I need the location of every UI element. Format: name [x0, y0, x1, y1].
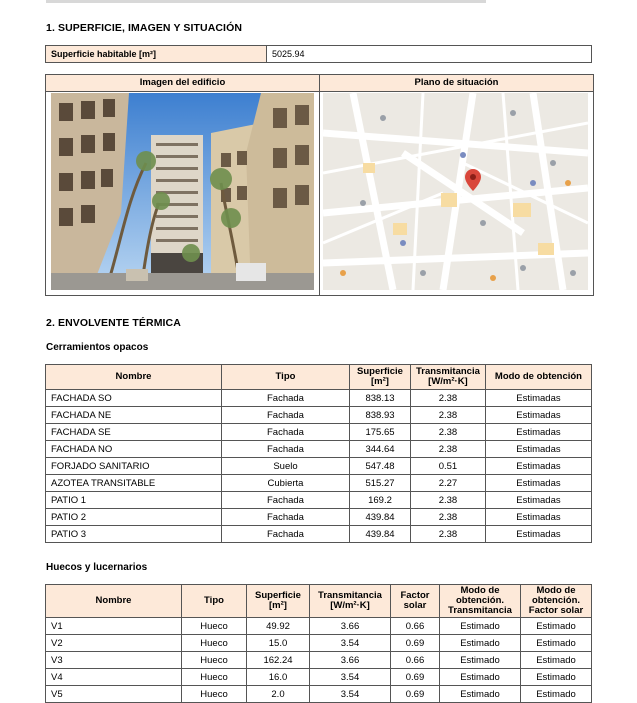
cell-factor-solar: 0.66 — [391, 652, 440, 669]
cell-nombre: AZOTEA TRANSITABLE — [46, 475, 222, 492]
building-image-label: Imagen del edificio — [46, 75, 319, 92]
cell-transmitancia: 2.38 — [411, 492, 486, 509]
cell-superficie: 169.2 — [350, 492, 411, 509]
map-image-label: Plano de situación — [320, 75, 593, 92]
cell-tipo: Hueco — [182, 652, 247, 669]
header-transmitancia: Transmitancia [W/m²·K] — [310, 585, 391, 618]
cell-nombre: FACHADA NE — [46, 407, 222, 424]
cell-factor-solar: 0.66 — [391, 618, 440, 635]
header-tipo: Tipo — [222, 365, 350, 390]
cell-modo-factor: Estimado — [521, 652, 592, 669]
cell-tipo: Fachada — [222, 509, 350, 526]
page-top-rule — [46, 0, 486, 3]
cell-tipo: Hueco — [182, 669, 247, 686]
cell-modo: Estimadas — [485, 492, 591, 509]
cell-nombre: FACHADA NO — [46, 441, 222, 458]
cell-superficie: 175.65 — [350, 424, 411, 441]
table-row — [46, 475, 592, 492]
table-row — [46, 669, 592, 686]
cell-nombre: FACHADA SO — [46, 390, 222, 407]
cell-superficie: 547.48 — [350, 458, 411, 475]
cell-tipo: Cubierta — [222, 475, 350, 492]
cell-factor-solar: 0.69 — [391, 635, 440, 652]
cell-modo: Estimadas — [485, 424, 591, 441]
header-transmitancia: Transmitancia [W/m²·K] — [411, 365, 486, 390]
cell-superficie: 162.24 — [247, 652, 310, 669]
cell-transmitancia: 3.54 — [310, 686, 391, 703]
superficie-value: 5025.94 — [267, 46, 592, 63]
opacos-title: Cerramientos opacos — [46, 342, 149, 353]
huecos-table — [45, 584, 592, 703]
cell-modo-transmitancia: Estimado — [440, 652, 521, 669]
cell-modo-factor: Estimado — [521, 686, 592, 703]
table-row — [46, 492, 592, 509]
cell-modo: Estimadas — [485, 526, 591, 543]
opacos-table — [45, 364, 592, 543]
cell-modo: Estimadas — [485, 458, 591, 475]
cell-transmitancia: 3.66 — [310, 652, 391, 669]
cell-superficie: 515.27 — [350, 475, 411, 492]
cell-tipo: Suelo — [222, 458, 350, 475]
cell-transmitancia: 2.38 — [411, 390, 486, 407]
cell-modo-transmitancia: Estimado — [440, 686, 521, 703]
cell-nombre: PATIO 1 — [46, 492, 222, 509]
cell-superficie: 439.84 — [350, 509, 411, 526]
cell-nombre: V1 — [46, 618, 182, 635]
table-row — [46, 509, 592, 526]
cell-superficie: 16.0 — [247, 669, 310, 686]
table-row — [46, 458, 592, 475]
cell-tipo: Hueco — [182, 635, 247, 652]
opacos-header-row — [46, 365, 592, 390]
table-row — [46, 407, 592, 424]
cell-tipo: Fachada — [222, 390, 350, 407]
header-superficie: Superficie [m²] — [350, 365, 411, 390]
section-2-title: 2. ENVOLVENTE TÉRMICA — [46, 317, 181, 329]
cell-tipo: Fachada — [222, 441, 350, 458]
cell-nombre: V5 — [46, 686, 182, 703]
cell-tipo: Fachada — [222, 424, 350, 441]
cell-modo: Estimadas — [485, 390, 591, 407]
cell-transmitancia: 2.38 — [411, 526, 486, 543]
cell-superficie: 838.13 — [350, 390, 411, 407]
cell-superficie: 2.0 — [247, 686, 310, 703]
superficie-label: Superficie habitable [m²] — [46, 46, 267, 63]
cell-superficie: 439.84 — [350, 526, 411, 543]
cell-factor-solar: 0.69 — [391, 686, 440, 703]
cell-tipo: Fachada — [222, 526, 350, 543]
cell-tipo: Hueco — [182, 618, 247, 635]
cell-transmitancia: 0.51 — [411, 458, 486, 475]
cell-nombre: V3 — [46, 652, 182, 669]
cell-modo: Estimadas — [485, 509, 591, 526]
table-row — [46, 390, 592, 407]
cell-transmitancia: 2.27 — [411, 475, 486, 492]
header-superficie: Superficie [m²] — [247, 585, 310, 618]
cell-transmitancia: 2.38 — [411, 407, 486, 424]
header-modo: Modo de obtención — [485, 365, 591, 390]
huecos-header-row — [46, 585, 592, 618]
cell-modo-transmitancia: Estimado — [440, 669, 521, 686]
cell-tipo: Fachada — [222, 407, 350, 424]
cell-transmitancia: 3.54 — [310, 669, 391, 686]
table-row — [46, 652, 592, 669]
cell-transmitancia: 2.38 — [411, 509, 486, 526]
header-nombre: Nombre — [46, 585, 182, 618]
table-row — [46, 424, 592, 441]
cell-transmitancia: 2.38 — [411, 424, 486, 441]
cell-factor-solar: 0.69 — [391, 669, 440, 686]
section-1-title: 1. SUPERFICIE, IMAGEN Y SITUACIÓN — [46, 22, 243, 34]
cell-modo-factor: Estimado — [521, 669, 592, 686]
header-tipo: Tipo — [182, 585, 247, 618]
cell-transmitancia: 3.66 — [310, 618, 391, 635]
header-modo-factor: Modo de obtención. Factor solar — [521, 585, 592, 618]
cell-modo: Estimadas — [485, 475, 591, 492]
location-map — [323, 93, 588, 290]
images-divider — [319, 75, 320, 295]
table-row — [46, 441, 592, 458]
cell-tipo: Fachada — [222, 492, 350, 509]
cell-superficie: 344.64 — [350, 441, 411, 458]
cell-modo: Estimadas — [485, 407, 591, 424]
cell-nombre: PATIO 3 — [46, 526, 222, 543]
cell-tipo: Hueco — [182, 686, 247, 703]
header-nombre: Nombre — [46, 365, 222, 390]
cell-superficie: 49.92 — [247, 618, 310, 635]
cell-superficie: 15.0 — [247, 635, 310, 652]
cell-superficie: 838.93 — [350, 407, 411, 424]
cell-nombre: V2 — [46, 635, 182, 652]
header-modo-transmitancia: Modo de obtención. Transmitancia — [440, 585, 521, 618]
cell-nombre: FACHADA SE — [46, 424, 222, 441]
cell-modo: Estimadas — [485, 441, 591, 458]
cell-transmitancia: 3.54 — [310, 635, 391, 652]
table-row — [46, 635, 592, 652]
cell-nombre: V4 — [46, 669, 182, 686]
cell-nombre: FORJADO SANITARIO — [46, 458, 222, 475]
images-panel — [45, 74, 594, 296]
cell-modo-transmitancia: Estimado — [440, 635, 521, 652]
cell-nombre: PATIO 2 — [46, 509, 222, 526]
cell-modo-factor: Estimado — [521, 618, 592, 635]
cell-transmitancia: 2.38 — [411, 441, 486, 458]
huecos-title: Huecos y lucernarios — [46, 562, 148, 573]
table-row — [46, 526, 592, 543]
cell-modo-transmitancia: Estimado — [440, 618, 521, 635]
table-row — [46, 618, 592, 635]
superficie-table — [45, 45, 592, 63]
cell-modo-factor: Estimado — [521, 635, 592, 652]
building-photo — [51, 93, 314, 290]
header-factor-solar: Factor solar — [391, 585, 440, 618]
